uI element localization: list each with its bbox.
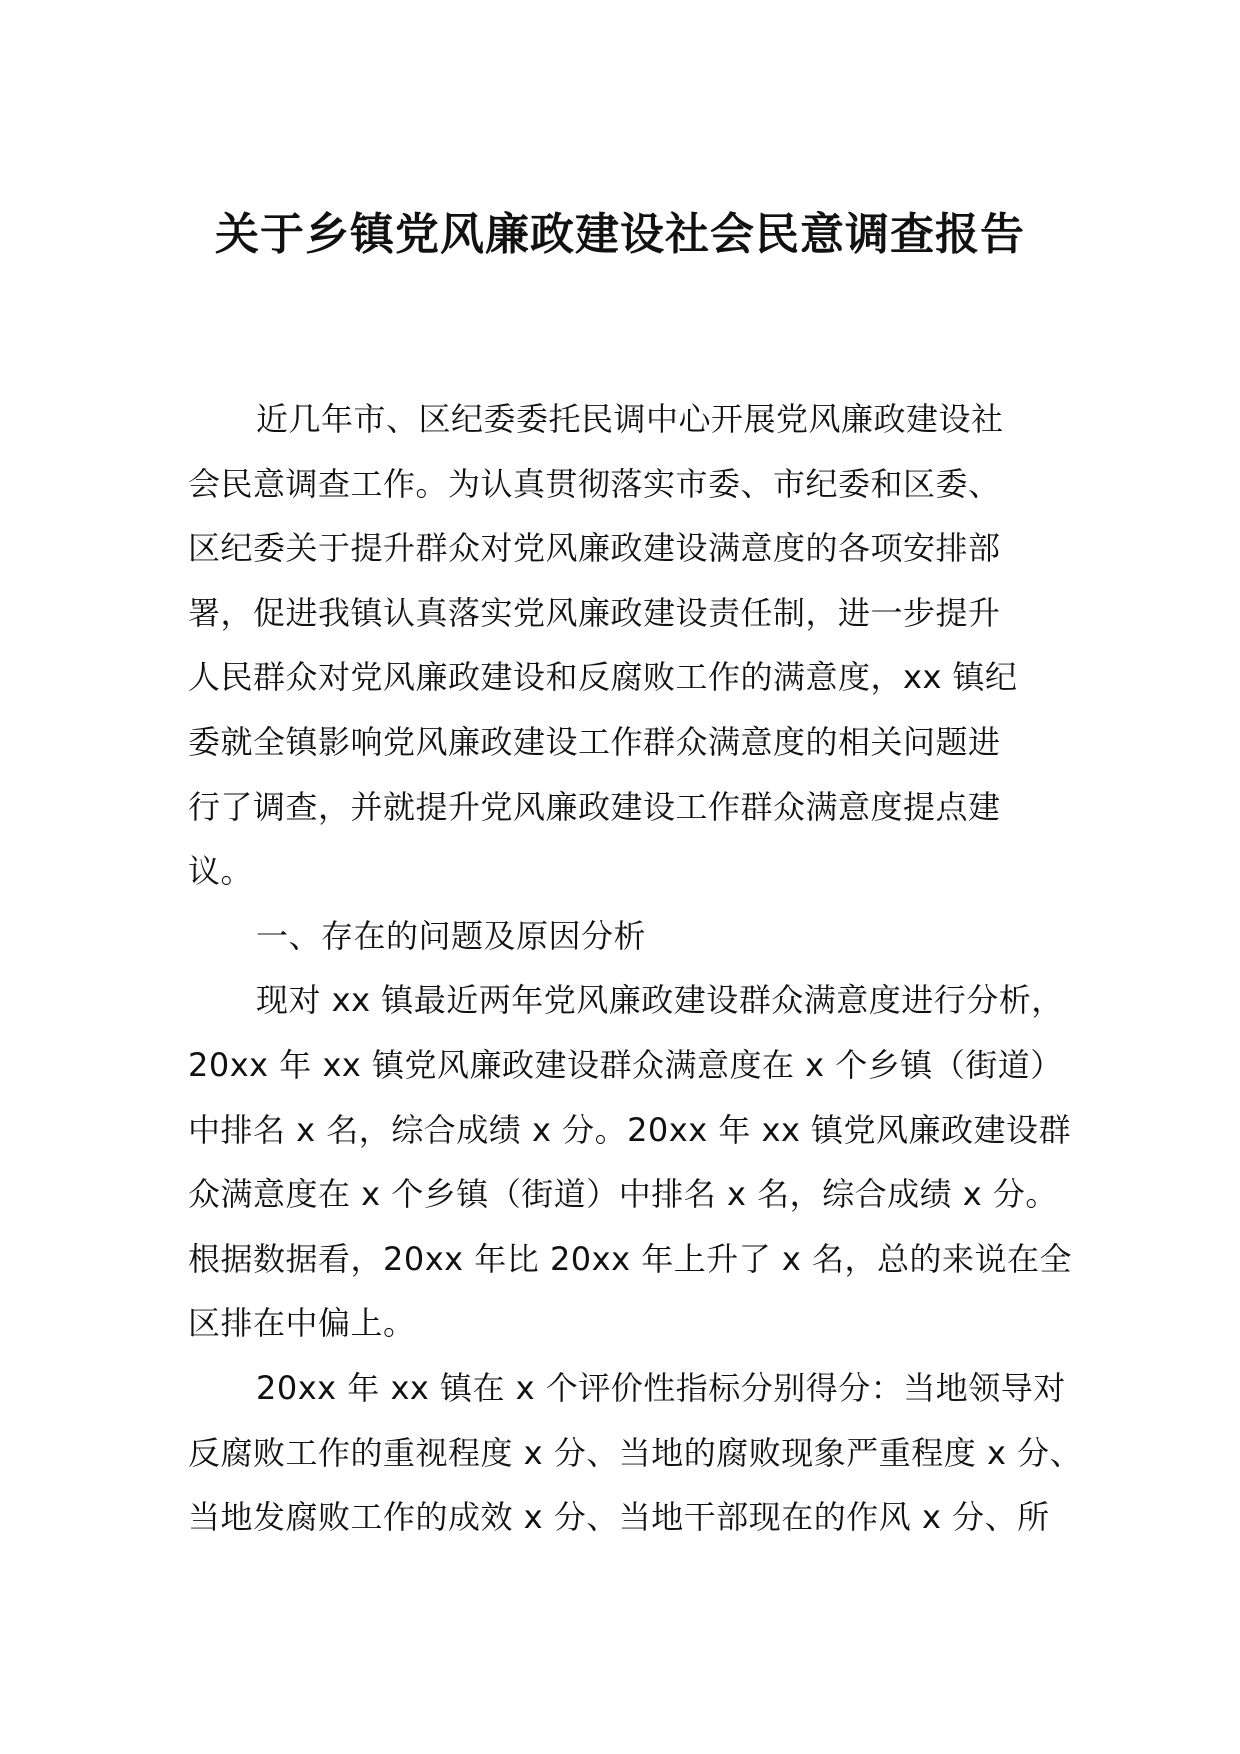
document-title: 关于乡镇党风廉政建设社会民意调查报告 — [215, 209, 1025, 260]
body-line: 20xx 年 xx 镇党风廉政建设群众满意度在 x 个乡镇（街道） — [188, 1045, 1063, 1084]
body-line: 议。 — [188, 852, 254, 891]
body-line: 根据数据看，20xx 年比 20xx 年上升了 x 名，总的来说在全 — [188, 1239, 1072, 1278]
body-line: 近几年市、区纪委委托民调中心开展党风廉政建设社 — [256, 400, 1004, 438]
document-body — [188, 387, 1083, 1550]
body-line: 众满意度在 x 个乡镇（街道）中排名 x 名，综合成绩 x 分。 — [188, 1175, 1058, 1214]
body-line: 委就全镇影响党风廉政建设工作群众满意度的相关问题进 — [188, 722, 1001, 761]
body-line: 署，促进我镇认真落实党风廉政建设责任制，进一步提升 — [188, 593, 1001, 632]
body-line: 当地发腐败工作的成效 x 分、当地干部现在的作风 x 分、所 — [188, 1498, 1050, 1537]
section-heading: 一、存在的问题及原因分析 — [256, 916, 647, 955]
body-line: 人民群众对党风廉政建设和反腐败工作的满意度，xx 镇纪 — [188, 658, 1018, 697]
body-line: 反腐败工作的重视程度 x 分、当地的腐败现象严重程度 x 分、 — [188, 1433, 1083, 1472]
body-line: 20xx 年 xx 镇在 x 个评价性指标分别得分：当地领导对 — [256, 1368, 1066, 1407]
body-line: 现对 xx 镇最近两年党风廉政建设群众满意度进行分析， — [256, 981, 1064, 1020]
body-line: 会民意调查工作。为认真贯彻落实市委、市纪委和区委、 — [188, 464, 1001, 503]
body-line: 区纪委关于提升群众对党风廉政建设满意度的各项安排部 — [188, 529, 1001, 568]
body-line: 区排在中偏上。 — [188, 1304, 416, 1343]
body-line: 中排名 x 名，综合成绩 x 分。20xx 年 xx 镇党风廉政建设群 — [188, 1110, 1072, 1149]
body-line: 行了调查，并就提升党风廉政建设工作群众满意度提点建 — [188, 787, 1001, 826]
